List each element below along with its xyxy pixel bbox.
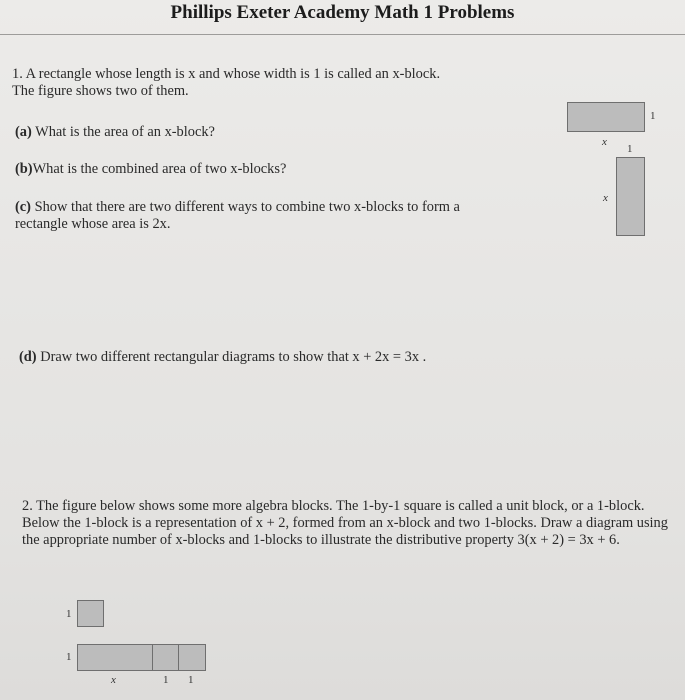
- x-plus-2-separator-2: [178, 645, 179, 670]
- x-plus-2-second-unit-label: 1: [188, 674, 194, 686]
- title-divider: [0, 34, 685, 35]
- problem-1c-label: (c): [15, 199, 31, 215]
- problem-1c-text: Show that there are two different ways to combine two x-blocks to form a rectangle whose area is 2x.: [15, 199, 460, 232]
- x-block-horizontal-width-label: 1: [650, 110, 656, 122]
- x-block-vertical-length-label: x: [603, 192, 608, 204]
- x-block-vertical-width-label: 1: [627, 143, 633, 155]
- x-plus-2-separator-1: [152, 645, 153, 670]
- problem-1b-text: What is the combined area of two x-blocks?: [32, 161, 287, 177]
- problem-1b-label: (b): [15, 161, 33, 177]
- x-plus-2-height-label: 1: [66, 651, 72, 663]
- unit-block-side-label: 1: [66, 608, 72, 620]
- problem-1a-label: (a): [15, 124, 32, 140]
- x-block-horizontal-length-label: x: [602, 136, 607, 148]
- x-plus-2-x-label: x: [111, 674, 116, 686]
- problem-1d-text: Draw two different rectangular diagrams to show that x + 2x = 3x .: [36, 349, 427, 365]
- problem-1b: [15, 161, 455, 178]
- problem-1a: [15, 124, 455, 141]
- problem-1-intro: 1. A rectangle whose length is x and whose width is 1 is called an x-block. The figure shows two of them.: [12, 66, 441, 99]
- problem-1c: [15, 199, 463, 233]
- problem-1d-label: (d): [19, 349, 37, 365]
- problem-1a-text: What is the area of an x-block?: [31, 124, 215, 140]
- problem-2-text: 2. The figure below shows some more algebra blocks. The 1-by-1 square is called a unit block, or a 1-block. Below the 1-block is a representation of x + 2, formed from an x-block and two 1-blocks. Draw a diagram using the appropriate number of x-blocks and 1-blocks to illustrate the distributive property 3(x + 2) = 3x + 6.: [22, 498, 668, 548]
- unit-block: [77, 600, 104, 627]
- problem-1d: [19, 349, 499, 366]
- x-plus-2-row: [77, 644, 206, 671]
- x-plus-2-first-unit-label: 1: [163, 674, 169, 686]
- x-block-vertical: [616, 157, 645, 236]
- x-block-horizontal: [567, 102, 645, 132]
- page-title: Phillips Exeter Academy Math 1 Problems: [170, 2, 515, 23]
